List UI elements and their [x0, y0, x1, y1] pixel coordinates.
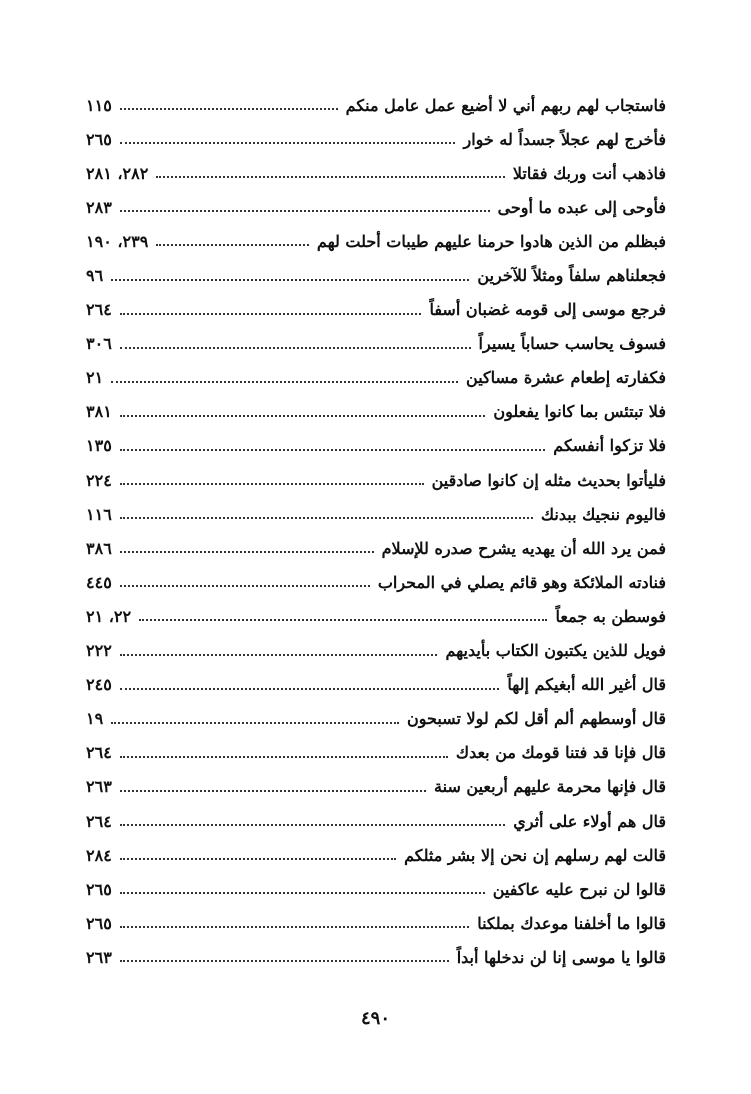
index-entry [86, 497, 666, 531]
dot-leader [120, 688, 500, 690]
entry-page-numbers: ٢٦٥ [86, 129, 112, 149]
index-entry [86, 88, 666, 122]
entry-page-numbers: ٢٦٣ [86, 777, 112, 797]
entry-page-numbers: ٢٨٢، ٢٨١ [86, 163, 149, 183]
dot-leader [120, 483, 424, 485]
index-entry [86, 224, 666, 258]
entry-verse: فنادته الملائكة وهو قائم يصلي في المحراب [377, 572, 666, 592]
index-entry [86, 293, 666, 327]
dot-leader [120, 654, 438, 656]
index-entry [86, 599, 666, 633]
entry-page-numbers: ٣٠٦ [86, 334, 112, 354]
index-entry [86, 838, 666, 872]
dot-leader [139, 619, 547, 621]
index-entry [86, 804, 666, 838]
index-entry [86, 122, 666, 156]
entry-page-numbers: ٢٦٤ [86, 811, 112, 831]
entry-page-numbers: ٢٦٥ [86, 879, 112, 899]
verse-index-list [86, 88, 666, 974]
entry-page-numbers: ٢٨٤ [86, 845, 112, 865]
entry-verse: فاستجاب لهم ربهم أني لا أضيع عمل عامل منكم [345, 95, 666, 115]
index-entry [86, 327, 666, 361]
index-entry [86, 361, 666, 395]
index-entry [86, 702, 666, 736]
entry-verse: فليأتوا بحديث مثله إن كانوا صادقين [431, 470, 666, 490]
entry-verse: فويل للذين يكتبون الكتاب بأيديهم [445, 641, 666, 661]
entry-verse: فلا تبتئس بما كانوا يفعلون [493, 402, 666, 422]
dot-leader [120, 551, 374, 553]
entry-verse: فكفارته إطعام عشرة مساكين [466, 368, 666, 388]
index-entry [86, 463, 666, 497]
index-entry [86, 190, 666, 224]
dot-leader [120, 960, 449, 962]
entry-verse: قالوا لن نبرح عليه عاكفين [492, 879, 666, 899]
dot-leader [120, 926, 469, 928]
dot-leader [120, 585, 370, 587]
dot-leader [120, 210, 490, 212]
dot-leader [120, 858, 396, 860]
entry-page-numbers: ٢١ [86, 368, 104, 388]
dot-leader [156, 244, 309, 246]
entry-page-numbers: ١١٥ [86, 95, 112, 115]
index-entry [86, 906, 666, 940]
entry-verse: قال فإنها محرمة عليهم أربعين سنة [434, 777, 666, 797]
index-entry [86, 156, 666, 190]
dot-leader [120, 517, 533, 519]
entry-verse: فلا تزكوا أنفسكم [553, 436, 666, 456]
index-entry [86, 258, 666, 292]
entry-verse: قالت لهم رسلهم إن نحن إلا بشر مثلكم [404, 845, 666, 865]
entry-verse: فأوحى إلى عبده ما أوحى [497, 197, 666, 217]
entry-page-numbers: ١٣٥ [86, 436, 112, 456]
entry-page-numbers: ١١٦ [86, 504, 112, 524]
index-entry [86, 940, 666, 974]
entry-verse: قالوا يا موسى إنا لن ندخلها أبداً [456, 947, 666, 967]
dot-leader [120, 142, 456, 144]
entry-page-numbers: ٩٦ [86, 266, 104, 286]
dot-leader [156, 176, 505, 178]
entry-page-numbers: ٢٦٥ [86, 913, 112, 933]
entry-page-numbers: ٤٤٥ [86, 572, 112, 592]
entry-page-numbers: ٣٨١ [86, 402, 112, 422]
entry-page-numbers: ٣٨٦ [86, 538, 112, 558]
dot-leader [120, 892, 485, 894]
dot-leader [120, 824, 505, 826]
dot-leader [120, 108, 338, 110]
index-entry [86, 736, 666, 770]
index-entry [86, 429, 666, 463]
dot-leader [120, 449, 546, 451]
dot-leader [120, 313, 422, 315]
entry-verse: قال أغير الله أبغيكم إلهاً [507, 675, 666, 695]
dot-leader [120, 756, 448, 758]
dot-leader [120, 347, 471, 349]
index-entry [86, 531, 666, 565]
entry-verse: قال هم أولاء على أثري [513, 811, 666, 831]
index-entry [86, 565, 666, 599]
index-entry [86, 872, 666, 906]
dot-leader [120, 790, 426, 792]
dot-leader [111, 722, 399, 724]
dot-leader [111, 279, 469, 281]
entry-verse: فاذهب أنت وربك فقاتلا [512, 163, 666, 183]
entry-page-numbers: ٢٦٤ [86, 300, 112, 320]
entry-page-numbers: ٢٣٩، ١٩٠ [86, 231, 149, 251]
page-number: ٤٩٠ [360, 1008, 390, 1029]
entry-verse: قالوا ما أخلفنا موعدك بملكنا [477, 913, 666, 933]
index-entry [86, 395, 666, 429]
entry-page-numbers: ٢٨٣ [86, 197, 112, 217]
dot-leader [111, 381, 458, 383]
entry-page-numbers: ١٩ [86, 709, 104, 729]
entry-page-numbers: ٢٢٢ [86, 641, 112, 661]
entry-page-numbers: ٢٤٥ [86, 675, 112, 695]
entry-verse: فبظلم من الذين هادوا حرمنا عليهم طيبات أحلت لهم [316, 231, 666, 251]
entry-verse: فسوف يحاسب حساباً يسيراً [478, 334, 666, 354]
entry-verse: فاليوم ننجيك ببدنك [540, 504, 666, 524]
entry-verse: قال فإنا قد فتنا قومك من بعدك [455, 743, 666, 763]
entry-page-numbers: ٢٦٣ [86, 947, 112, 967]
entry-verse: قال أوسطهم ألم أقل لكم لولا تسبحون [407, 709, 666, 729]
entry-page-numbers: ٢٢٤ [86, 470, 112, 490]
entry-verse: فجعلناهم سلفاً ومثلاً للآخرين [477, 266, 666, 286]
index-entry [86, 770, 666, 804]
dot-leader [120, 415, 486, 417]
entry-verse: فوسطن به جمعاً [555, 606, 666, 626]
entry-verse: فرجع موسى إلى قومه غضبان أسفاً [429, 300, 666, 320]
entry-verse: فأخرج لهم عجلاً جسداً له خوار [463, 129, 666, 149]
entry-page-numbers: ٢٦٤ [86, 743, 112, 763]
entry-verse: فمن يرد الله أن يهديه يشرح صدره للإسلام [381, 538, 666, 558]
index-entry [86, 668, 666, 702]
index-entry [86, 634, 666, 668]
entry-page-numbers: ٢٢، ٢١ [86, 606, 132, 626]
